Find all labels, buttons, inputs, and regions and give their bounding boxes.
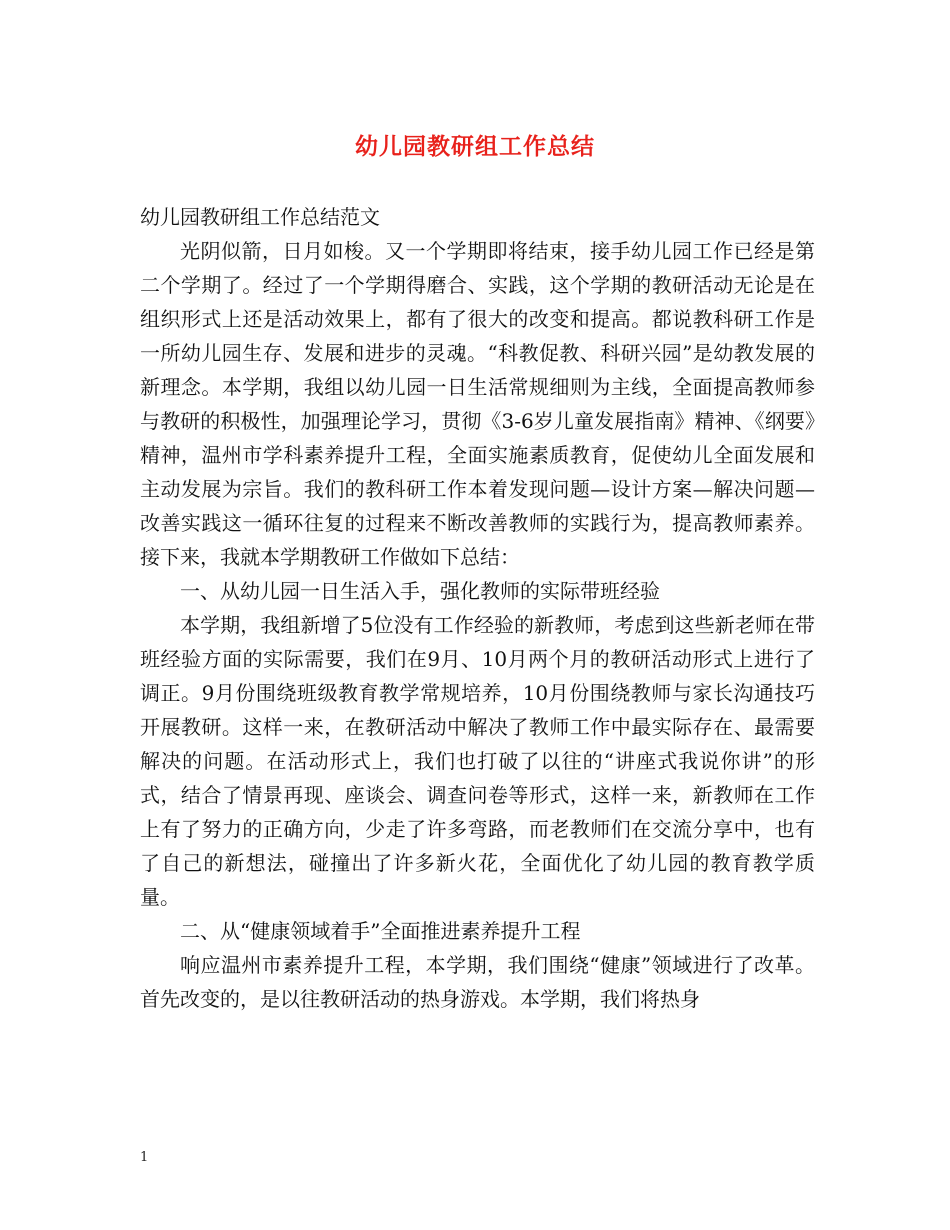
paragraph-section-2: 响应温州市素养提升工程，本学期，我们围绕“健康”领域进行了改革。首先改变的，是以往教研活动的热身游戏。本学期，我们将热身 [140,953,815,1011]
document-subtitle: 幼儿园教研组工作总结范文 [140,205,380,229]
section-heading-1: 一、从幼儿园一日生活入手，强化教师的实际带班经验 [180,579,660,603]
section-heading-2: 二、从“健康领域着手”全面推进素养提升工程 [180,919,581,943]
paragraph-intro: 光阴似箭，日月如梭。又一个学期即将结束，接手幼儿园工作已经是第二个学期了。经过了一个学期得磨合、实践，这个学期的教研活动无论是在组织形式上还是活动效果上，都有了很大的改变和提高。都说教科研工作是一所幼儿园生存、发展和进步的灵魂。“科教促教、科研兴园”是幼教发展的新理念。本学期，我组以幼儿园一日生活常规细则为主线，全面提高教师参与教研的积极性，加强理论学习，贯彻《3-6岁儿童发展指南》精神、《纲要》精神，温州市学科素养提升工程，全面实施素质教育，促使幼儿全面发展和主动发展为宗旨。我们的教科研工作本着发现问题—设计方案—解决问题—改善实践这一循环往复的过程来不断改善教师的实践行为，提高教师素养。接下来，我就本学期教研工作做如下总结： [140,239,815,569]
page-number: 1 [140,1150,149,1165]
paragraph-section-1: 本学期，我组新增了5位没有工作经验的新教师，考虑到这些新老师在带班经验方面的实际需要，我们在9月、10月两个月的教研活动形式上进行了调正。9月份围绕班级教育教学常规培养，10月份围绕教师与家长沟通技巧开展教研。这样一来，在教研活动中解决了教师工作中最实际存在、最需要解决的问题。在活动形式上，我们也打破了以往的“讲座式我说你讲”的形式，结合了情景再现、座谈会、调查问卷等形式，这样一来，新教师在工作上有了努力的正确方向，少走了许多弯路，而老教师们在交流分享中，也有了自己的新想法，碰撞出了许多新火花，全面优化了幼儿园的教育教学质量。 [140,613,815,909]
document-body [140,200,815,1016]
document-title: 幼儿园教研组工作总结 [355,133,595,160]
